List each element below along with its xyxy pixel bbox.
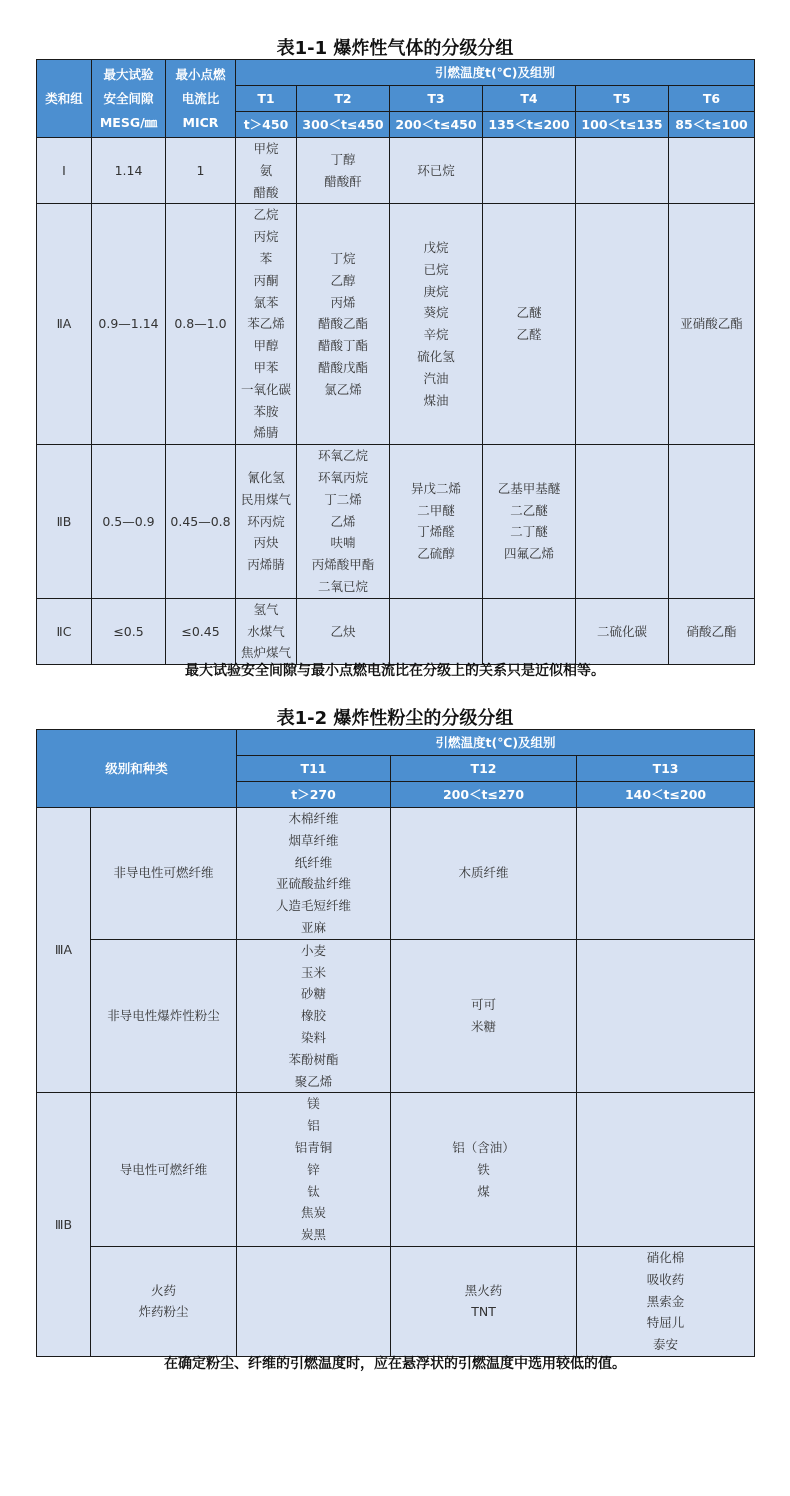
cell-line: 乙基甲基醚 bbox=[497, 480, 561, 496]
substance-cell bbox=[483, 445, 576, 599]
substance-cell bbox=[390, 138, 483, 204]
cell-line: 泰安 bbox=[653, 1337, 679, 1353]
cell-line: 铝 bbox=[307, 1118, 320, 1134]
kind-cell bbox=[91, 1246, 237, 1356]
table2-note: 在确定粉尘、纤维的引燃温度时，应在悬浮状的引燃温度中选用较低的值。 bbox=[164, 1356, 626, 1372]
substance-cell bbox=[390, 598, 483, 664]
table-row bbox=[37, 598, 755, 664]
cell-line: 氢气 bbox=[253, 601, 279, 617]
cell-line: 非导电性可燃纤维 bbox=[113, 865, 214, 881]
dust-classification-table bbox=[36, 729, 755, 1357]
cell-line: 砂糖 bbox=[301, 986, 327, 1002]
cell-line: 环已烷 bbox=[417, 162, 455, 178]
substance-cell bbox=[576, 204, 669, 445]
cell-line: 丁二烯 bbox=[324, 491, 362, 507]
table1-note: 最大试验安全间隙与最小点燃电流比在分级上的关系只是近似相等。 bbox=[185, 663, 605, 679]
cell-line: 氨 bbox=[259, 162, 273, 178]
cell-line: 乙烷 bbox=[253, 207, 279, 223]
range-header: 140＜t≤200 bbox=[577, 782, 755, 808]
cell-line: 甲烷 bbox=[253, 141, 279, 156]
cell-line: 亚硝酸乙酯 bbox=[680, 316, 743, 332]
cell-line: 醋酸戊酯 bbox=[317, 359, 368, 375]
cell-line: 戊烷 bbox=[423, 240, 449, 256]
cell-line: 炭黑 bbox=[301, 1227, 327, 1243]
material-cell bbox=[237, 1093, 391, 1247]
cell-line: 氯乙烯 bbox=[324, 381, 362, 397]
cell-line: 辛烷 bbox=[423, 327, 449, 343]
cell-line: 醋酸乙酯 bbox=[317, 316, 368, 332]
cell-line: 丙烯腈 bbox=[247, 557, 285, 573]
cell-line: 乙醇 bbox=[330, 272, 356, 288]
material-cell bbox=[391, 939, 577, 1093]
substance-cell bbox=[390, 445, 483, 599]
substance-cell bbox=[483, 598, 576, 664]
class-cell: ⅢA bbox=[37, 808, 91, 1093]
cell-line: 亚硫酸盐纤维 bbox=[276, 876, 352, 892]
table-row bbox=[37, 808, 755, 940]
cell-line: 乙炔 bbox=[330, 623, 356, 639]
range-header: 200＜t≤270 bbox=[391, 782, 577, 808]
cell-line: 二甲醚 bbox=[417, 502, 455, 518]
cell-line: 丁醇 bbox=[330, 151, 356, 167]
cell-line: 甲醇 bbox=[253, 338, 279, 354]
mesg-cell: 0.9—1.14 bbox=[92, 204, 166, 445]
range-header: 200＜t≤450 bbox=[390, 112, 483, 138]
substance-cell bbox=[576, 445, 669, 599]
range-header: 135＜t≤200 bbox=[483, 112, 576, 138]
table-row bbox=[37, 939, 755, 1093]
cell-line: 呋喃 bbox=[330, 535, 356, 551]
cell-line: 非导电性爆炸性粉尘 bbox=[107, 1008, 220, 1024]
cell-line: 纸纤维 bbox=[294, 854, 333, 870]
cell-line: 乙醛 bbox=[516, 327, 542, 343]
cell-line: 苯乙烯 bbox=[247, 316, 285, 332]
cell-line: 玉米 bbox=[301, 964, 327, 980]
cell-line: 醋酸丁酯 bbox=[317, 338, 368, 354]
cell-line: 黑火药 bbox=[464, 1282, 503, 1298]
cell-line: 苯酚树酯 bbox=[288, 1051, 339, 1067]
class-cell: Ⅰ bbox=[37, 138, 92, 204]
cell-line: 铁 bbox=[477, 1161, 490, 1177]
table1-title: 表1-1 爆炸性气体的分级分组 bbox=[276, 38, 514, 59]
table-row bbox=[37, 204, 755, 445]
class-cell: ⅡA bbox=[37, 204, 92, 445]
cell-line: 黑索金 bbox=[646, 1293, 685, 1309]
cell-line: 电流比 bbox=[181, 90, 220, 106]
cell-line: 聚乙烯 bbox=[294, 1073, 333, 1089]
mesg-cell: 0.5—0.9 bbox=[92, 445, 166, 599]
cell-line: 导电性可燃纤维 bbox=[119, 1161, 208, 1177]
cell-line: 镁 bbox=[307, 1096, 320, 1112]
cell-line: MICR bbox=[182, 114, 219, 130]
cell-line: 炸药粉尘 bbox=[138, 1304, 189, 1320]
cell-line: 已烷 bbox=[423, 261, 449, 277]
cell-line: 丁烷 bbox=[330, 250, 356, 266]
cell-line: 烯腈 bbox=[253, 425, 279, 441]
substance-cell bbox=[669, 138, 755, 204]
group-header: T5 bbox=[576, 86, 669, 112]
range-header: 300＜t≤450 bbox=[297, 112, 390, 138]
mesg-cell: ≤0.5 bbox=[92, 598, 166, 664]
cell-line: 丙烯 bbox=[330, 294, 356, 310]
cell-line: 木棉纤维 bbox=[288, 811, 339, 826]
cell-line: 硝酸乙酯 bbox=[686, 623, 737, 639]
table-row bbox=[37, 1093, 755, 1247]
material-cell bbox=[391, 1093, 577, 1247]
group-header: T6 bbox=[669, 86, 755, 112]
cell-line: 氰化氢 bbox=[247, 469, 285, 485]
cell-line: 民用煤气 bbox=[240, 491, 291, 507]
range-header: t＞270 bbox=[237, 782, 391, 808]
material-cell bbox=[577, 1093, 755, 1247]
class-group-header: 类和组 bbox=[37, 60, 92, 138]
substance-cell bbox=[236, 445, 297, 599]
substance-cell bbox=[236, 138, 297, 204]
class-cell: ⅡC bbox=[37, 598, 92, 664]
material-cell bbox=[391, 808, 577, 940]
material-cell bbox=[237, 939, 391, 1093]
cell-line: 亚麻 bbox=[301, 919, 327, 935]
cell-line: 丙烯酸甲酯 bbox=[311, 557, 375, 573]
substance-cell bbox=[297, 138, 390, 204]
cell-line: 铝青铜 bbox=[294, 1139, 333, 1155]
substance-cell bbox=[297, 204, 390, 445]
kind-cell bbox=[91, 939, 237, 1093]
range-header: 85＜t≤100 bbox=[669, 112, 755, 138]
cell-line: 异戊二烯 bbox=[410, 480, 461, 496]
substance-cell bbox=[669, 204, 755, 445]
cell-line: 二丁醚 bbox=[510, 524, 548, 540]
cell-line: 烟草纤维 bbox=[288, 832, 339, 848]
cell-line: 可可 bbox=[471, 997, 497, 1013]
substance-cell bbox=[236, 204, 297, 445]
cell-line: TNT bbox=[471, 1304, 496, 1320]
material-cell bbox=[577, 808, 755, 940]
cell-line: 煤 bbox=[477, 1183, 490, 1199]
gas-classification-table bbox=[36, 59, 755, 665]
substance-cell bbox=[390, 204, 483, 445]
cell-line: 铝（含油） bbox=[452, 1139, 515, 1155]
cell-line: 小麦 bbox=[301, 942, 327, 958]
material-cell bbox=[577, 1246, 755, 1356]
kind-cell bbox=[91, 808, 237, 940]
cell-line: 氯苯 bbox=[253, 294, 279, 310]
cell-line: 葵烷 bbox=[423, 305, 449, 321]
cell-line: 一氧化碳 bbox=[240, 381, 291, 397]
class-cell: ⅢB bbox=[37, 1093, 91, 1357]
cell-line: 丙酮 bbox=[253, 272, 279, 288]
group-header: T11 bbox=[237, 756, 391, 782]
range-header: t＞450 bbox=[236, 112, 297, 138]
micr-header bbox=[166, 60, 236, 138]
group-header: T12 bbox=[391, 756, 577, 782]
cell-line: 人造毛短纤维 bbox=[276, 898, 352, 914]
cell-line: 最小点燃 bbox=[175, 66, 226, 82]
substance-cell bbox=[236, 598, 297, 664]
table-row bbox=[37, 445, 755, 599]
group-header: T4 bbox=[483, 86, 576, 112]
range-header: 100＜t≤135 bbox=[576, 112, 669, 138]
cell-line: 火药 bbox=[151, 1282, 177, 1298]
cell-line: 水煤气 bbox=[247, 623, 285, 639]
header-row bbox=[37, 60, 755, 86]
ignition-temp-header: 引燃温度t(℃)及组别 bbox=[237, 730, 755, 756]
cell-line: 丁烯醛 bbox=[417, 524, 455, 540]
mesg-header bbox=[92, 60, 166, 138]
material-cell bbox=[237, 808, 391, 940]
cell-line: 汽油 bbox=[423, 370, 449, 386]
micr-cell: 0.45—0.8 bbox=[166, 445, 236, 599]
cell-line: 醋酸 bbox=[253, 184, 279, 200]
cell-line: 二氧已烷 bbox=[317, 578, 368, 594]
cell-line: 焦炭 bbox=[301, 1205, 327, 1221]
cell-line: 木质纤维 bbox=[458, 865, 509, 881]
cell-line: 钛 bbox=[307, 1183, 320, 1199]
cell-line: 苯 bbox=[259, 250, 273, 266]
material-cell bbox=[577, 939, 755, 1093]
cell-line: 硝化棉 bbox=[646, 1249, 685, 1265]
cell-line: 环氧乙烷 bbox=[317, 448, 368, 464]
group-header: T2 bbox=[297, 86, 390, 112]
cell-line: 醋酸酐 bbox=[324, 173, 362, 189]
cell-line: 米糖 bbox=[471, 1019, 497, 1035]
group-header: T13 bbox=[577, 756, 755, 782]
cell-line: 硫化氢 bbox=[417, 349, 455, 365]
table2-title: 表1-2 爆炸性粉尘的分级分组 bbox=[276, 708, 514, 729]
cell-line: 四氟乙烯 bbox=[503, 546, 554, 562]
cell-line: 丙烷 bbox=[253, 229, 279, 245]
cell-line: 环氧丙烷 bbox=[317, 469, 368, 485]
cell-line: 安全间隙 bbox=[103, 90, 154, 106]
substance-cell bbox=[669, 445, 755, 599]
mesg-cell: 1.14 bbox=[92, 138, 166, 204]
cell-line: 二硫化碳 bbox=[596, 623, 647, 639]
material-cell bbox=[391, 1246, 577, 1356]
cell-line: 苯胺 bbox=[253, 403, 279, 419]
substance-cell bbox=[297, 598, 390, 664]
micr-cell: 0.8—1.0 bbox=[166, 204, 236, 445]
substance-cell bbox=[576, 138, 669, 204]
micr-cell: ≤0.45 bbox=[166, 598, 236, 664]
substance-cell bbox=[669, 598, 755, 664]
micr-cell: 1 bbox=[166, 138, 236, 204]
cell-line: 庚烷 bbox=[423, 283, 449, 299]
cell-line: 环丙烷 bbox=[247, 513, 285, 529]
ignition-temp-header: 引燃温度t(℃)及组别 bbox=[236, 60, 755, 86]
cell-line: 二乙醚 bbox=[510, 502, 548, 518]
substance-cell bbox=[483, 138, 576, 204]
kind-cell bbox=[91, 1093, 237, 1247]
cell-line: 丙炔 bbox=[253, 535, 279, 551]
class-cell: ⅡB bbox=[37, 445, 92, 599]
cell-line: 橡胶 bbox=[301, 1008, 327, 1024]
cell-line: 甲苯 bbox=[253, 359, 279, 375]
cell-line: MESG/㎜ bbox=[99, 114, 158, 130]
substance-cell bbox=[297, 445, 390, 599]
group-header: T1 bbox=[236, 86, 297, 112]
cell-line: 特屈儿 bbox=[646, 1315, 685, 1331]
cell-line: 锌 bbox=[307, 1161, 320, 1177]
group-header: T3 bbox=[390, 86, 483, 112]
cell-line: 乙硫醇 bbox=[417, 546, 455, 562]
substance-cell bbox=[576, 598, 669, 664]
cell-line: 焦炉煤气 bbox=[240, 645, 291, 661]
cell-line: 染料 bbox=[301, 1029, 327, 1045]
table-row bbox=[37, 1246, 755, 1356]
substance-cell bbox=[483, 204, 576, 445]
cell-line: 煤油 bbox=[423, 392, 449, 408]
cell-line: 最大试验 bbox=[103, 66, 154, 82]
header-row bbox=[37, 730, 755, 756]
class-kind-header: 级别和种类 bbox=[37, 730, 237, 808]
table-row bbox=[37, 138, 755, 204]
cell-line: 吸收药 bbox=[646, 1271, 685, 1287]
material-cell bbox=[237, 1246, 391, 1356]
cell-line: 乙醚 bbox=[516, 305, 542, 321]
cell-line: 乙烯 bbox=[330, 513, 356, 529]
